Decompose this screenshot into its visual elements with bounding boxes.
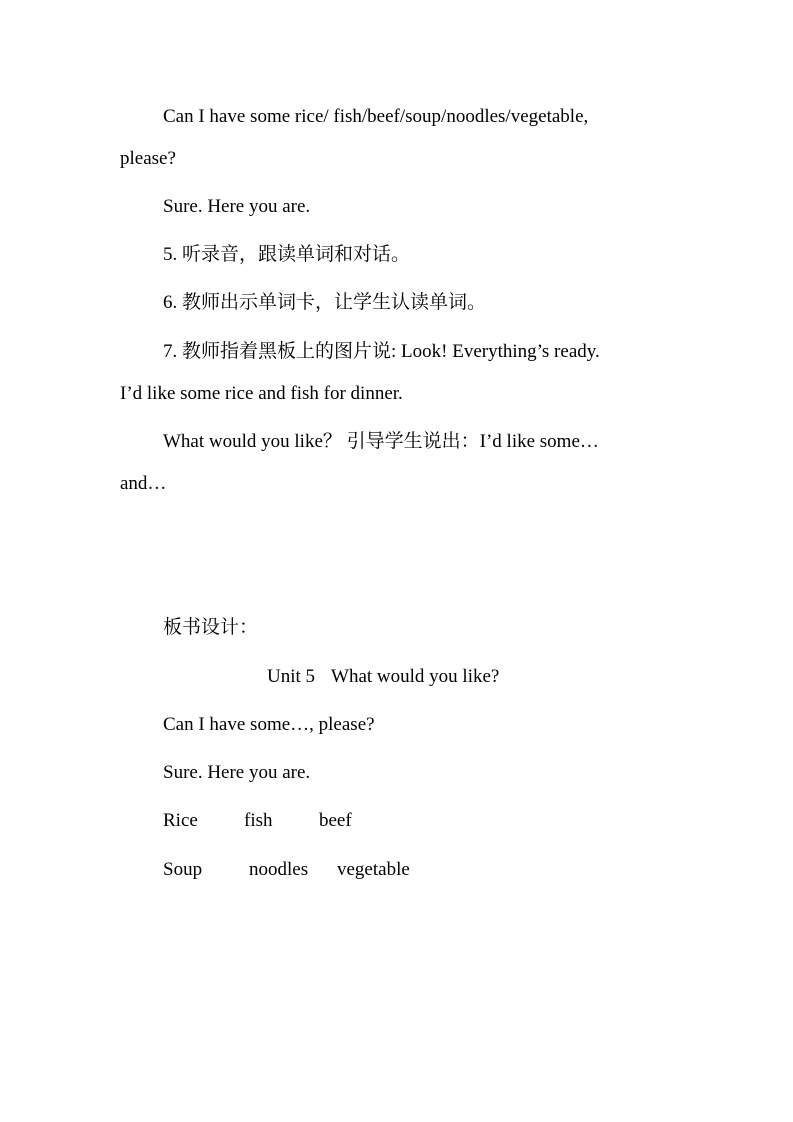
board-sentence-answer: Sure. Here you are. — [163, 762, 311, 783]
dialogue-question-continuation: please? — [120, 148, 176, 169]
word-noodles: noodles — [249, 859, 309, 880]
unit-title-text: What would you like? — [331, 666, 500, 687]
word-beef: beef — [319, 810, 352, 831]
prompt-question-continuation: and… — [120, 473, 167, 494]
step-7-continuation: I’d like some rice and fish for dinner. — [120, 383, 403, 404]
step-5-text: 5. 听录音，跟读单词和对话。 — [163, 244, 411, 265]
board-unit-title — [267, 665, 499, 689]
dialogue-answer-line: Sure. Here you are. — [163, 196, 311, 217]
word-soup: Soup — [163, 859, 203, 880]
board-sentence-question: Can I have some…, please? — [163, 714, 375, 735]
step-7-text: 7. 教师指着黑板上的图片说: Look! Everything’s ready. — [163, 341, 600, 362]
word-rice: Rice — [163, 810, 198, 831]
dialogue-question-line: Can I have some rice/ fish/beef/soup/noodles/vegetable, — [163, 106, 589, 127]
prompt-question-line: What would you like？ 引导学生说出：I’d like some… — [163, 431, 599, 452]
word-vegetable: vegetable — [337, 859, 410, 880]
step-6-text: 6. 教师出示单词卡，让学生认读单词。 — [163, 292, 487, 313]
word-fish: fish — [244, 810, 273, 831]
board-design-heading: 板书设计： — [163, 617, 259, 638]
unit-label: Unit 5 — [267, 666, 316, 687]
